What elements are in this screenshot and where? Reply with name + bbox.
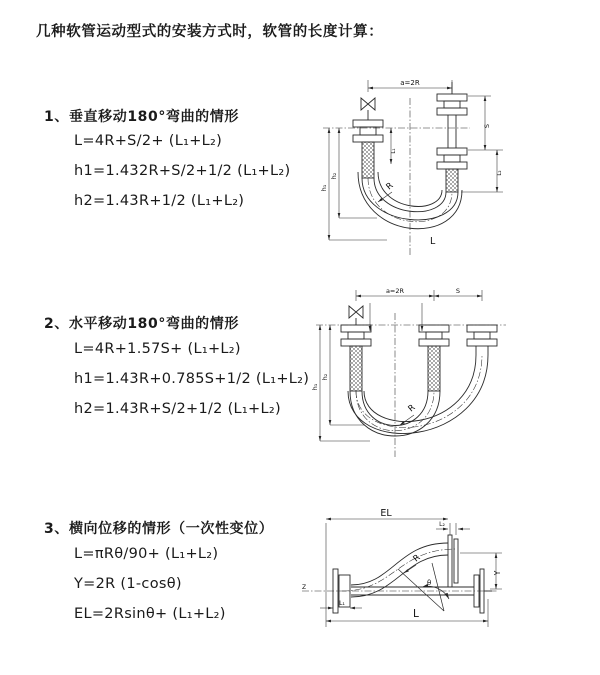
diagram-horizontal-180-bend (310, 285, 525, 460)
section-3-formula-L: L=πRθ/90+ (L₁+L₂) (74, 546, 219, 562)
section-2-formula-h2: h2=1.43R+S/2+1/2 (L₁+L₂) (74, 401, 281, 417)
dimension-lines (320, 290, 482, 441)
section-2-formula-L: L=4R+1.57S+ (L₁+L₂) (74, 341, 241, 357)
length-label: L (430, 236, 436, 247)
dim-label-s: S (455, 287, 461, 295)
dim-label-l: L (413, 608, 419, 620)
valve-symbol (349, 306, 363, 325)
middle-fitting (419, 325, 449, 391)
right-fitting-moved (467, 325, 497, 355)
dim-label-l2: L₂ (497, 170, 503, 176)
dim-label-h2: h₂ (330, 172, 338, 180)
right-fitting-upper (437, 82, 467, 148)
dimension-lines (320, 519, 502, 627)
section-1-formula-h1: h1=1.432R+S/2+1/2 (L₁+L₂) (74, 163, 291, 179)
dim-label-y: Y (493, 570, 502, 576)
dim-label-l1: L₁ (391, 148, 397, 154)
upper-right-flange-moved (448, 535, 458, 587)
section-1-heading: 1、垂直移动180°弯曲的情形 (44, 109, 239, 125)
left-fitting (341, 325, 371, 391)
dim-label-h1: h₁ (311, 383, 319, 391)
angle-theta-label: θ (427, 579, 432, 587)
section-3-formula-Y: Y=2R (1-cosθ) (74, 576, 182, 592)
section-2-heading: 2、水平移动180°弯曲的情形 (44, 316, 239, 332)
dim-label-s: S (483, 123, 491, 129)
dim-label-a2r: a=2R (400, 79, 420, 87)
hose-u-loops (348, 355, 488, 436)
valve-symbol (361, 98, 375, 120)
diagram-vertical-180-bend (315, 72, 530, 257)
dim-label-el: EL (380, 508, 392, 519)
left-fitting (353, 120, 383, 178)
radius-label: R (384, 180, 396, 193)
radius-label: R (411, 552, 423, 565)
dim-label-l1: L₁ (339, 600, 345, 607)
dim-label-l2: L₂ (439, 521, 445, 528)
diagram-lateral-displacement (298, 505, 518, 655)
dim-label-a2r: a=2R (385, 287, 405, 295)
right-fitting-lower (437, 148, 467, 192)
centerlines (316, 313, 506, 457)
centerlines (302, 549, 498, 591)
section-2-formula-h1: h1=1.43R+0.785S+1/2 (L₁+L₂) (74, 371, 310, 387)
radius-label: R (406, 402, 418, 415)
section-1-formula-L: L=4R+S/2+ (L₁+L₂) (74, 133, 223, 149)
dim-label-h2: h₂ (321, 373, 329, 381)
pipe-break-mark: Z (302, 584, 307, 591)
dimension-lines (329, 80, 503, 240)
page-title: 几种软管运动型式的安装方式时，软管的长度计算： (36, 24, 384, 40)
dim-label-h1: h₁ (320, 184, 328, 192)
section-3-heading: 3、横向位移的情形（一次性变位） (44, 521, 274, 537)
section-1-formula-h2: h2=1.43R+1/2 (L₁+L₂) (74, 193, 245, 209)
section-3-formula-EL: EL=2Rsinθ+ (L₁+L₂) (74, 606, 226, 622)
